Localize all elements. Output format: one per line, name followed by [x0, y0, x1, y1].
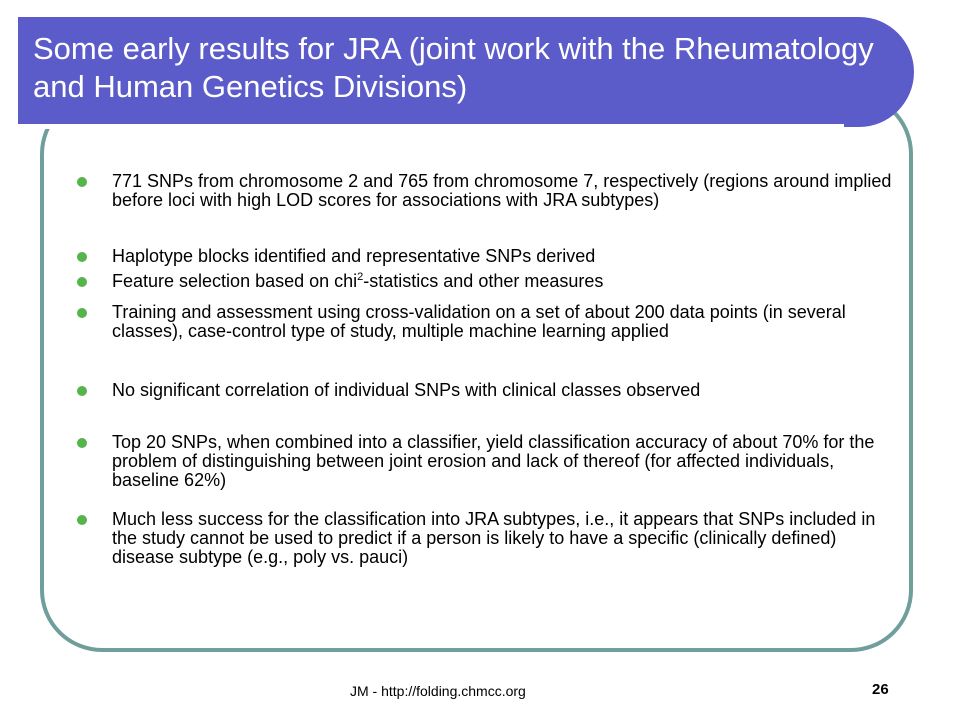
bullet-superscript: 2: [357, 271, 364, 283]
bullet-text: Haplotype blocks identified and representative SNPs derived: [112, 246, 596, 266]
bullet-dot-icon: [77, 386, 87, 396]
bullet-dot-icon: [77, 308, 87, 318]
bullet-text-before-sup: Feature selection based on chi: [112, 271, 358, 291]
bullet-dot-icon: [77, 277, 87, 287]
bullet-dot-icon: [77, 177, 87, 187]
bullet-text: No significant correlation of individual SNPs with clinical classes observed: [112, 380, 701, 400]
bullet-dot-icon: [77, 438, 87, 448]
bullet-text: Training and assessment using cross-validation on a set of about 200 data points (in several classes), case-control type of study, multiple machine learning applied: [112, 302, 846, 341]
bullet-dot-icon: [77, 252, 87, 262]
bullet-snps: [112, 172, 892, 210]
slide-title: Some early results for JRA (joint work with the Rheumatology and Human Genetics Divisions): [33, 31, 874, 104]
bullet-text: Much less success for the classification into JRA subtypes, i.e., it appears that SNPs included in the study cannot be used to predict if a person is likely to have a specific (clinically defined) disease subtype (e.g., poly vs. pauci): [112, 509, 876, 567]
bullet-less-success: [112, 510, 892, 567]
bullet-text: 771 SNPs from chromosome 2 and 765 from chromosome 7, respectively (regions around implied before loci with high LOD scores for associations with JRA subtypes): [112, 171, 892, 210]
bullet-text-after-sup: -statistics and other measures: [363, 271, 604, 291]
bullet-text: Top 20 SNPs, when combined into a classifier, yield classification accuracy of about 70% for the problem of distinguishing between joint erosion and lack of thereof (for affected individuals, baseline 62%): [112, 432, 875, 490]
bullet-training-assessment: [112, 303, 892, 341]
bullet-haplotype: [112, 247, 892, 266]
bullet-feature-selection: [112, 272, 892, 291]
bullet-top-20-snps: [112, 433, 892, 490]
footer-text: JM - http://folding.chmcc.org: [350, 683, 526, 699]
bullet-no-correlation: [112, 381, 892, 400]
bullet-dot-icon: [77, 515, 87, 525]
page-number: 26: [872, 681, 889, 698]
